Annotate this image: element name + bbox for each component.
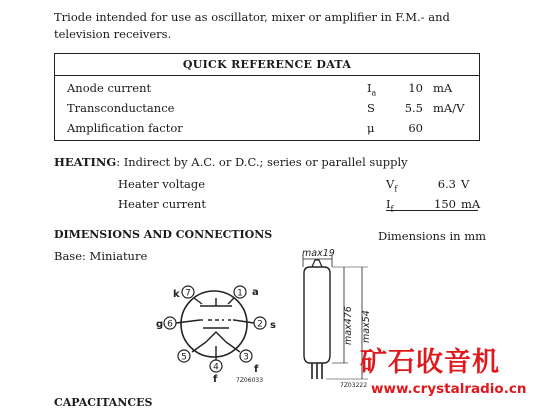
watermark-chinese: 矿石收音机 — [360, 347, 500, 378]
svg-text:s: s — [270, 320, 276, 331]
svg-text:2: 2 — [257, 319, 263, 330]
base-circle — [181, 288, 247, 357]
row-symbol: $I_a$ — [367, 81, 377, 98]
svg-text:k: k — [173, 289, 180, 300]
dim-height2-label: max54 — [361, 310, 372, 343]
base-code: 7Z06033 — [236, 377, 264, 384]
pin-3-f — [240, 350, 259, 375]
row-unit: mA — [433, 81, 453, 95]
outline-code: 7Z03222 — [340, 382, 368, 389]
base-diagram — [148, 276, 288, 386]
svg-text:g: g — [156, 319, 164, 330]
heater-voltage-row — [118, 175, 478, 193]
base-text: Base: Miniature — [54, 249, 148, 263]
next-section-title: CAPACITANCES — [54, 396, 153, 409]
pin-s — [254, 317, 276, 331]
pin-k — [173, 286, 194, 300]
row-value: 150 — [434, 197, 456, 211]
dimensions-units-note: Dimensions in mm — [378, 229, 487, 243]
svg-text:6: 6 — [167, 319, 173, 330]
dim-height1-label: max476 — [343, 306, 354, 345]
divider — [386, 210, 478, 211]
pin-g — [156, 317, 176, 330]
row-value: 60 — [408, 121, 423, 135]
quick-reference-title: QUICK REFERENCE DATA — [55, 54, 479, 76]
row-label: Heater current — [118, 197, 206, 211]
tube-tip — [312, 260, 322, 267]
table-row — [55, 99, 479, 117]
svg-text:1: 1 — [237, 288, 243, 299]
heating-line — [54, 154, 408, 171]
row-unit: mA/V — [433, 101, 465, 115]
row-unit: mA — [461, 197, 481, 211]
table-row — [55, 79, 479, 97]
row-symbol: S — [367, 101, 375, 115]
pin-5 — [178, 350, 190, 363]
row-unit: V — [461, 177, 470, 191]
svg-text:3: 3 — [243, 352, 249, 363]
svg-text:4: 4 — [213, 362, 219, 373]
pin-a — [234, 286, 259, 299]
quick-reference-table — [54, 53, 480, 141]
table-row — [55, 119, 479, 137]
svg-text:f: f — [213, 374, 218, 385]
svg-text:5: 5 — [181, 352, 187, 363]
dim-width-label: max19 — [302, 248, 335, 259]
tube-body — [304, 267, 330, 363]
heating-text: Indirect by A.C. or D.C.; series or parallel supply — [123, 155, 408, 169]
row-symbol: μ — [367, 121, 375, 135]
row-label: Transconductance — [67, 101, 175, 115]
svg-text:a: a — [252, 287, 259, 298]
row-symbol: $V_f$ — [386, 177, 398, 194]
row-value: 5.5 — [404, 101, 423, 115]
watermark-url: www.crystalradio.cn — [371, 381, 527, 397]
row-label: Amplification factor — [67, 121, 183, 135]
row-label: Anode current — [67, 81, 152, 95]
row-symbol: $I_f$ — [386, 197, 394, 214]
svg-text:f: f — [254, 364, 259, 375]
dimensions-title: DIMENSIONS AND CONNECTIONS — [54, 228, 273, 241]
row-label: Heater voltage — [118, 177, 206, 191]
heating-colon: : — [116, 155, 124, 169]
pin-4-f — [210, 360, 222, 385]
row-value: 6.3 — [437, 177, 456, 191]
svg-text:7: 7 — [185, 288, 191, 299]
intro-text: Triode intended for use as oscillator, mixer or amplifier in F.M.- and television receivers. — [54, 10, 450, 41]
heating-title: HEATING — [54, 155, 117, 169]
row-value: 10 — [408, 81, 423, 95]
